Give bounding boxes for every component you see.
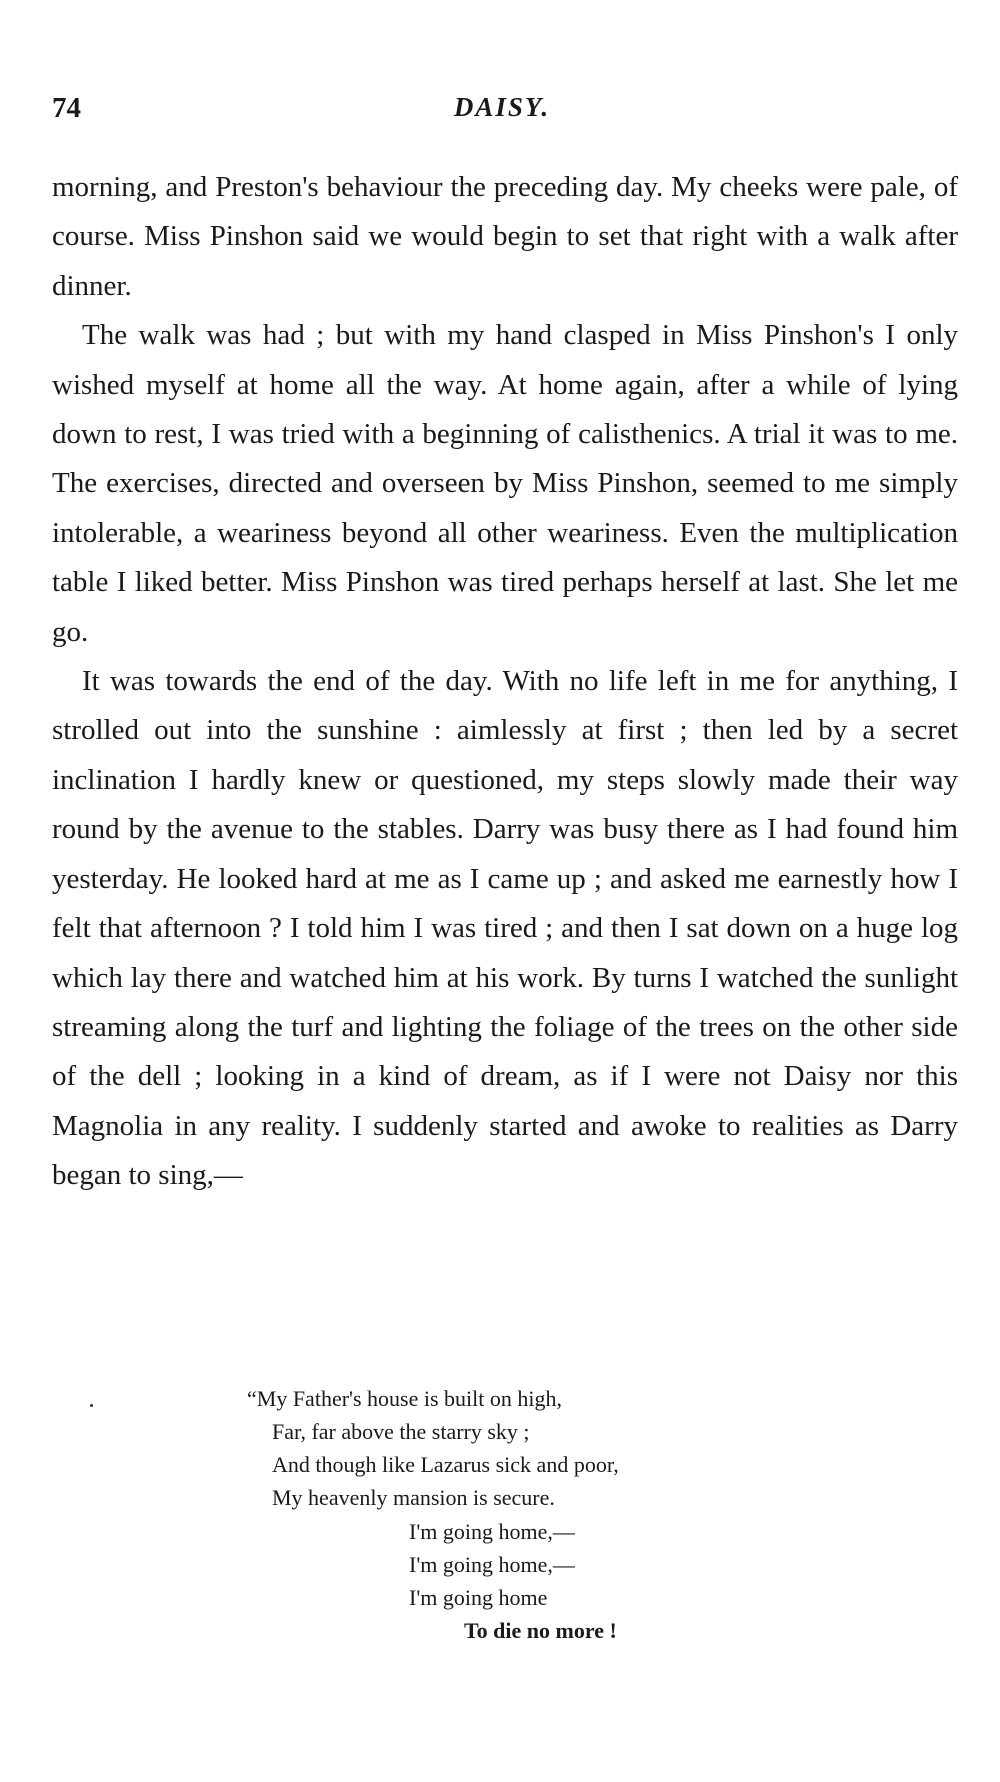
verse-line: Far, far above the starry sky ; <box>272 1419 530 1444</box>
verse-refrain-line: I'm going home,— <box>409 1519 575 1544</box>
page-number: 74 <box>52 92 81 124</box>
running-title: DAISY. <box>453 92 551 122</box>
body-text <box>52 163 958 1201</box>
verse-refrain-line: I'm going home,— <box>409 1552 575 1577</box>
print-speck <box>90 1404 93 1407</box>
paragraph: It was towards the end of the day. With no life left in me for anything, I strolled out into the sunshine : aimlessly at first ; then led by a secret inclination I hardly knew or questioned, my steps slowly made their way round by the avenue to the stables. Darry was busy there as I had found him yesterday. He looked hard at me as I came up ; and asked me earnestly how I felt that afternoon ? I told him I was tired ; and then I sat down on a huge log which lay there and watched him at his work. By turns I watched the sunlight streaming along the turf and lighting the foliage of the trees on the other side of the dell ; looking in a kind of dream, as if I were not Daisy nor this Magnolia in any reality. I suddenly started and awoke to realities as Darry began to sing,— <box>52 665 958 1192</box>
verse-line: And though like Lazarus sick and poor, <box>272 1452 619 1477</box>
paragraph: The walk was had ; but with my hand clasped in Miss Pinshon's I only wished myself at home all the way. At home again, after a while of lying down to rest, I was tried with a beginning of calisthenics. A trial it was to me. The exercises, directed and overseen by Miss Pinshon, seemed to me simply intolerable, a weariness beyond all other weariness. Even the multiplication table I liked better. Miss Pinshon was tired perhaps herself at last. She let me go. <box>52 319 958 648</box>
verse-refrain-line: To die no more ! <box>464 1618 617 1643</box>
verse-line: “My Father's house is built on high, <box>247 1386 563 1411</box>
page-header <box>52 92 952 132</box>
verse-line: My heavenly mansion is secure. <box>272 1485 555 1510</box>
verse-refrain-line: I'm going home <box>409 1585 548 1610</box>
paragraph-continued: morning, and Preston's behaviour the preceding day. My cheeks were pale, of course. Miss Pinshon said we would begin to set that right with a walk after dinner. <box>52 171 958 302</box>
